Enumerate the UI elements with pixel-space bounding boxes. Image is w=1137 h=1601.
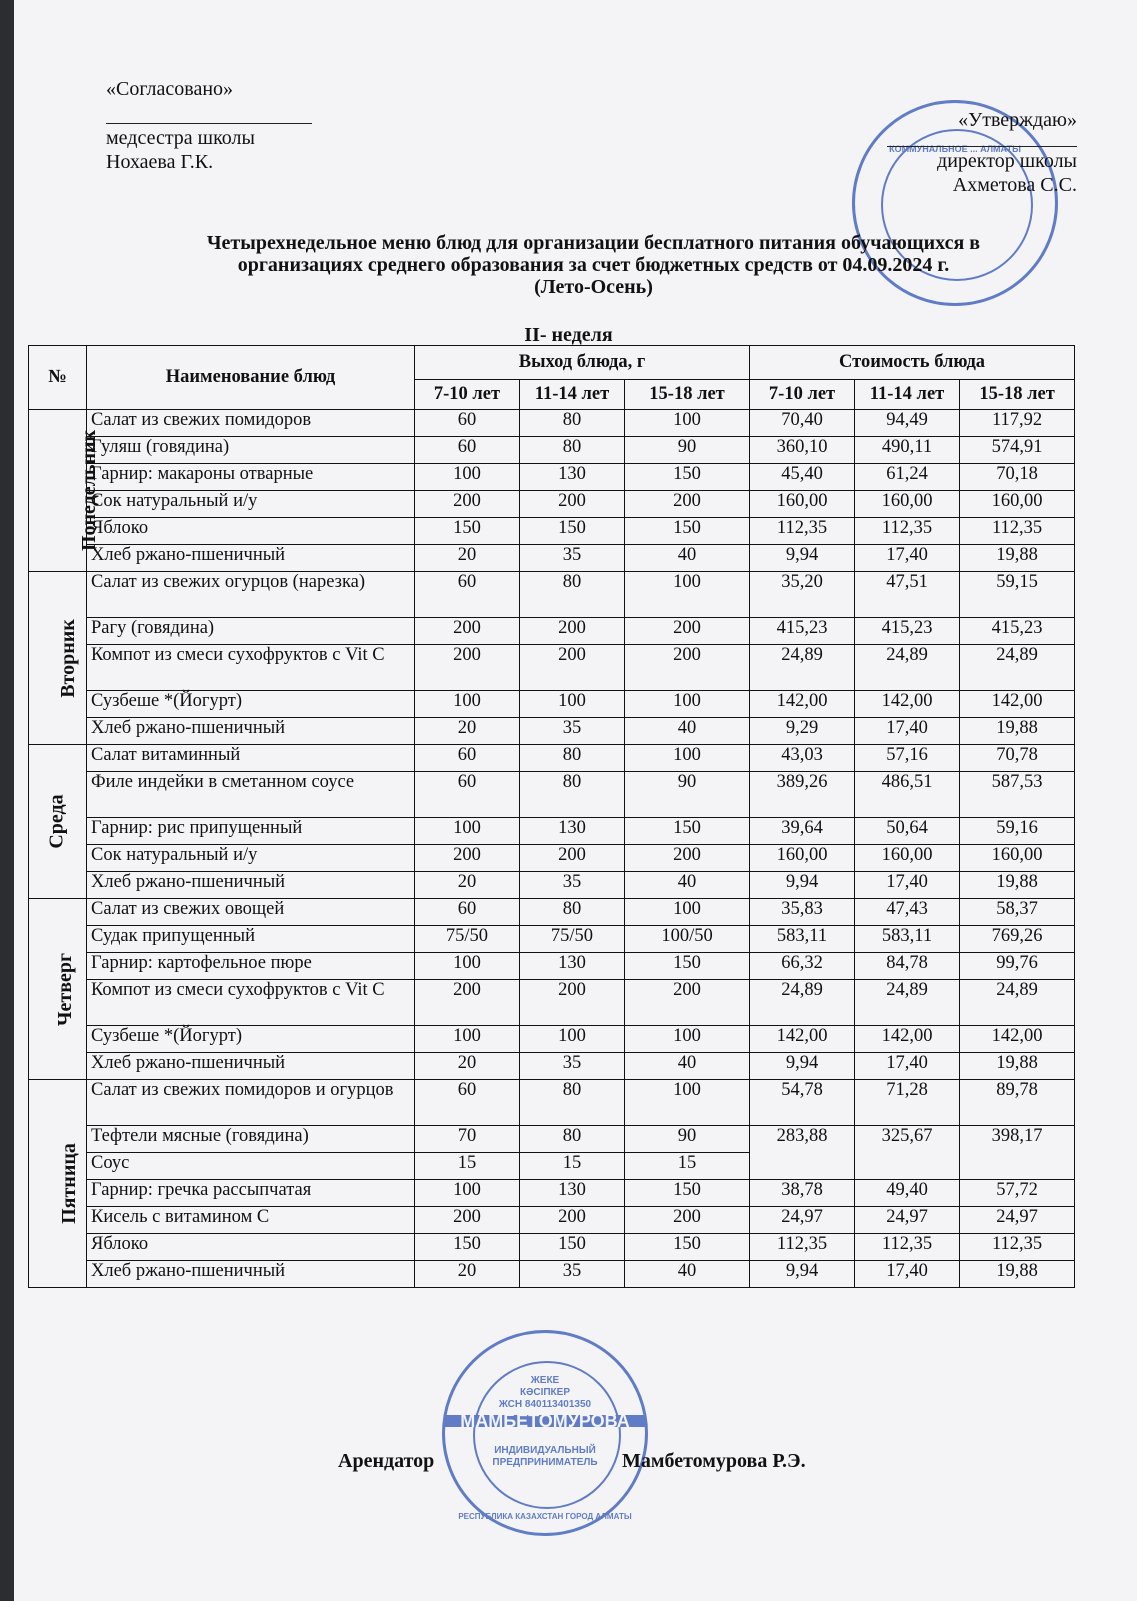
dish-name: Гарнир: макароны отварные — [87, 464, 415, 491]
dish-output: 150 — [415, 1234, 520, 1261]
dish-output: 100 — [520, 1026, 625, 1053]
dish-output: 200 — [625, 491, 750, 518]
tenant-name: Мамбетомурова Р.Э. — [622, 1450, 806, 1472]
dish-cost: 142,00 — [855, 691, 960, 718]
dish-name: Соус — [87, 1153, 415, 1180]
menu-row — [29, 545, 1075, 572]
dish-cost: 71,28 — [855, 1080, 960, 1126]
menu-row — [29, 818, 1075, 845]
tenant-label: Арендатор — [338, 1450, 435, 1472]
stamp-ring-text: РЕСПУБЛИКА КАЗАХСТАН ГОРОД АЛМАТЫ — [458, 1512, 632, 1521]
dish-cost: 574,91 — [960, 437, 1075, 464]
dish-output: 200 — [415, 1207, 520, 1234]
dish-output: 35 — [520, 1261, 625, 1288]
dish-output: 100 — [625, 1026, 750, 1053]
dish-cost: 17,40 — [855, 718, 960, 745]
dish-output: 100 — [415, 1180, 520, 1207]
dish-output: 130 — [520, 818, 625, 845]
header-age: 11-14 лет — [855, 380, 960, 410]
dish-cost: 9,94 — [750, 545, 855, 572]
dish-output: 80 — [520, 1126, 625, 1153]
stamp-entrepreneur-text: ЖЕКЕ КӘСІПКЕР ЖСН 840113401350 — [498, 1375, 592, 1410]
dish-output: 200 — [415, 845, 520, 872]
dish-cost: 24,97 — [750, 1207, 855, 1234]
dish-cost: 398,17 — [960, 1126, 1075, 1180]
dish-cost: 112,35 — [750, 518, 855, 545]
dish-output: 40 — [625, 1053, 750, 1080]
dish-cost: 112,35 — [960, 518, 1075, 545]
dish-output: 80 — [520, 572, 625, 618]
dish-name: Тефтели мясные (говядина) — [87, 1126, 415, 1153]
dish-output: 40 — [625, 1261, 750, 1288]
dish-output: 130 — [520, 1180, 625, 1207]
dish-cost: 99,76 — [960, 953, 1075, 980]
dish-cost: 283,88 — [750, 1126, 855, 1180]
menu-row — [29, 926, 1075, 953]
dish-cost: 89,78 — [960, 1080, 1075, 1126]
dish-name: Гуляш (говядина) — [87, 437, 415, 464]
title-line-2: организациях среднего образования за счет бюджетных средств от 04.09.2024 г. — [237, 254, 950, 276]
menu-row — [29, 618, 1075, 645]
dish-output: 20 — [415, 872, 520, 899]
dish-cost: 38,78 — [750, 1180, 855, 1207]
dish-cost: 583,11 — [750, 926, 855, 953]
dish-cost: 112,35 — [855, 1234, 960, 1261]
dish-cost: 24,89 — [750, 980, 855, 1026]
dish-output: 100 — [415, 818, 520, 845]
dish-cost: 54,78 — [750, 1080, 855, 1126]
dish-cost: 24,97 — [960, 1207, 1075, 1234]
dish-name: Гарнир: гречка рассыпчатая — [87, 1180, 415, 1207]
dish-cost: 49,40 — [855, 1180, 960, 1207]
menu-body — [29, 410, 1075, 1288]
dish-name: Компот из смеси сухофруктов с Vit C — [87, 645, 415, 691]
dish-output: 200 — [520, 1207, 625, 1234]
dish-name: Яблоко — [87, 1234, 415, 1261]
dish-cost: 490,11 — [855, 437, 960, 464]
dish-cost: 24,89 — [960, 645, 1075, 691]
header-dish-name: Наименование блюд — [87, 346, 415, 410]
dish-output: 150 — [520, 518, 625, 545]
menu-row — [29, 437, 1075, 464]
dish-cost: 19,88 — [960, 1053, 1075, 1080]
dish-output: 200 — [415, 645, 520, 691]
dish-cost: 19,88 — [960, 872, 1075, 899]
dish-output: 100 — [415, 464, 520, 491]
dish-name: Гарнир: рис припущенный — [87, 818, 415, 845]
dish-output: 60 — [415, 437, 520, 464]
dish-output: 150 — [520, 1234, 625, 1261]
dish-cost: 112,35 — [750, 1234, 855, 1261]
dish-output: 80 — [520, 772, 625, 818]
dish-output: 60 — [415, 572, 520, 618]
dish-name: Хлеб ржано-пшеничный — [87, 1261, 415, 1288]
signature-line — [887, 132, 1077, 147]
dish-cost: 70,78 — [960, 745, 1075, 772]
approve-block — [887, 108, 1077, 197]
dish-output: 200 — [625, 618, 750, 645]
dish-cost: 160,00 — [855, 491, 960, 518]
stamp-name: МАМБЕТОМУРОВА — [445, 1415, 645, 1427]
menu-row — [29, 899, 1075, 926]
dish-cost: 112,35 — [855, 518, 960, 545]
dish-cost: 160,00 — [750, 845, 855, 872]
approve-label: «Утверждаю» — [958, 109, 1077, 131]
dish-output: 40 — [625, 545, 750, 572]
dish-output: 100 — [625, 745, 750, 772]
dish-cost: 59,16 — [960, 818, 1075, 845]
dish-cost: 50,64 — [855, 818, 960, 845]
menu-row — [29, 1261, 1075, 1288]
dish-name: Хлеб ржано-пшеничный — [87, 545, 415, 572]
dish-output: 200 — [520, 845, 625, 872]
director-name: Ахметова С.С. — [952, 174, 1077, 196]
dish-cost: 142,00 — [750, 1026, 855, 1053]
dish-cost: 94,49 — [855, 410, 960, 437]
dish-name: Кисель с витамином С — [87, 1207, 415, 1234]
menu-table — [28, 345, 1075, 1288]
day-label: Пятница — [29, 1080, 87, 1288]
dish-name: Сузбеше *(Йогурт) — [87, 1026, 415, 1053]
agreed-label: «Согласовано» — [106, 78, 234, 100]
dish-cost: 142,00 — [960, 1026, 1075, 1053]
dish-cost: 9,94 — [750, 1053, 855, 1080]
menu-row — [29, 745, 1075, 772]
dish-output: 90 — [625, 1126, 750, 1153]
menu-row — [29, 572, 1075, 618]
dish-cost: 70,18 — [960, 464, 1075, 491]
header-number: № — [29, 346, 87, 410]
dish-output: 100/50 — [625, 926, 750, 953]
dish-cost: 325,67 — [855, 1126, 960, 1180]
dish-name: Салат из свежих помидоров — [87, 410, 415, 437]
dish-cost: 35,83 — [750, 899, 855, 926]
dish-output: 40 — [625, 718, 750, 745]
header-cost: Стоимость блюда — [750, 346, 1075, 380]
menu-row — [29, 953, 1075, 980]
dish-name: Салат из свежих овощей — [87, 899, 415, 926]
dish-output: 60 — [415, 1080, 520, 1126]
dish-cost: 415,23 — [750, 618, 855, 645]
dish-name: Компот из смеси сухофруктов с Vit C — [87, 980, 415, 1026]
dish-output: 200 — [520, 645, 625, 691]
dish-cost: 9,94 — [750, 872, 855, 899]
dish-output: 60 — [415, 410, 520, 437]
dish-output: 35 — [520, 872, 625, 899]
dish-cost: 160,00 — [960, 845, 1075, 872]
dish-cost: 70,40 — [750, 410, 855, 437]
dish-output: 80 — [520, 745, 625, 772]
dish-output: 200 — [625, 645, 750, 691]
header-age: 11-14 лет — [520, 380, 625, 410]
dish-output: 200 — [415, 491, 520, 518]
dish-output: 130 — [520, 953, 625, 980]
dish-output: 100 — [415, 1026, 520, 1053]
dish-cost: 47,51 — [855, 572, 960, 618]
menu-row — [29, 1080, 1075, 1126]
dish-output: 20 — [415, 545, 520, 572]
dish-output: 150 — [625, 1180, 750, 1207]
dish-cost: 160,00 — [750, 491, 855, 518]
dish-cost: 24,89 — [960, 980, 1075, 1026]
document-title — [110, 232, 1077, 298]
dish-output: 100 — [625, 691, 750, 718]
dish-output: 200 — [415, 980, 520, 1026]
dish-cost: 160,00 — [855, 845, 960, 872]
menu-row — [29, 845, 1075, 872]
director-title: директор школы — [937, 150, 1077, 172]
menu-row — [29, 1180, 1075, 1207]
dish-name: Хлеб ржано-пшеничный — [87, 872, 415, 899]
dish-output: 150 — [625, 464, 750, 491]
dish-cost: 17,40 — [855, 1053, 960, 1080]
dish-output: 75/50 — [415, 926, 520, 953]
dish-name: Хлеб ржано-пшеничный — [87, 1053, 415, 1080]
dish-output: 200 — [625, 980, 750, 1026]
day-label: Вторник — [29, 572, 87, 745]
dish-cost: 360,10 — [750, 437, 855, 464]
dish-output: 15 — [625, 1153, 750, 1180]
menu-row — [29, 718, 1075, 745]
dish-output: 100 — [415, 691, 520, 718]
header-age: 7-10 лет — [415, 380, 520, 410]
dish-output: 90 — [625, 437, 750, 464]
dish-output: 150 — [625, 953, 750, 980]
dish-output: 130 — [520, 464, 625, 491]
dish-cost: 389,26 — [750, 772, 855, 818]
dish-output: 15 — [520, 1153, 625, 1180]
dish-output: 35 — [520, 1053, 625, 1080]
day-label: Среда — [29, 745, 87, 899]
dish-cost: 160,00 — [960, 491, 1075, 518]
header-age: 15-18 лет — [960, 380, 1075, 410]
dish-cost: 142,00 — [855, 1026, 960, 1053]
menu-row — [29, 1234, 1075, 1261]
dish-cost: 142,00 — [750, 691, 855, 718]
dish-name: Салат витаминный — [87, 745, 415, 772]
menu-row — [29, 518, 1075, 545]
menu-row — [29, 645, 1075, 691]
dish-cost: 587,53 — [960, 772, 1075, 818]
dish-output: 150 — [625, 1234, 750, 1261]
dish-cost: 415,23 — [855, 618, 960, 645]
dish-output: 60 — [415, 899, 520, 926]
dish-cost: 45,40 — [750, 464, 855, 491]
dish-output: 100 — [520, 691, 625, 718]
dish-output: 15 — [415, 1153, 520, 1180]
dish-cost: 57,16 — [855, 745, 960, 772]
dish-output: 200 — [625, 1207, 750, 1234]
dish-cost: 9,29 — [750, 718, 855, 745]
dish-output: 150 — [415, 518, 520, 545]
dish-output: 35 — [520, 718, 625, 745]
dish-cost: 39,64 — [750, 818, 855, 845]
dish-cost: 9,94 — [750, 1261, 855, 1288]
menu-row — [29, 1026, 1075, 1053]
dish-cost: 19,88 — [960, 1261, 1075, 1288]
dish-name: Яблоко — [87, 518, 415, 545]
menu-row — [29, 691, 1075, 718]
dish-name: Сок натуральный и/у — [87, 491, 415, 518]
dish-cost: 142,00 — [960, 691, 1075, 718]
dish-name: Рагу (говядина) — [87, 618, 415, 645]
dish-output: 60 — [415, 745, 520, 772]
agreed-block — [106, 77, 312, 174]
nurse-name: Нохаева Г.К. — [106, 151, 214, 173]
dish-output: 70 — [415, 1126, 520, 1153]
dish-cost: 24,89 — [855, 645, 960, 691]
dish-cost: 17,40 — [855, 545, 960, 572]
menu-row — [29, 491, 1075, 518]
menu-row — [29, 1207, 1075, 1234]
entrepreneur-stamp — [442, 1330, 648, 1536]
dish-cost: 47,43 — [855, 899, 960, 926]
dish-name: Хлеб ржано-пшеничный — [87, 718, 415, 745]
menu-row — [29, 410, 1075, 437]
dish-output: 35 — [520, 545, 625, 572]
dish-output: 100 — [625, 899, 750, 926]
dish-cost: 35,20 — [750, 572, 855, 618]
dish-cost: 17,40 — [855, 1261, 960, 1288]
dish-cost: 24,89 — [855, 980, 960, 1026]
header-output: Выход блюда, г — [415, 346, 750, 380]
dish-output: 60 — [415, 772, 520, 818]
dish-output: 200 — [625, 845, 750, 872]
dish-cost: 583,11 — [855, 926, 960, 953]
dish-output: 100 — [415, 953, 520, 980]
dish-cost: 112,35 — [960, 1234, 1075, 1261]
day-label: Четверг — [29, 899, 87, 1080]
menu-row — [29, 1126, 1075, 1153]
dish-output: 20 — [415, 1261, 520, 1288]
dish-name: Салат из свежих огурцов (нарезка) — [87, 572, 415, 618]
dish-output: 150 — [625, 818, 750, 845]
day-label: Понедельник — [29, 410, 87, 572]
dish-cost: 19,88 — [960, 545, 1075, 572]
dish-name: Судак припущенный — [87, 926, 415, 953]
school-stamp-ring-text: КОММУНАЛЬНОЕ ... АЛМАТЫ — [889, 144, 1021, 154]
dish-output: 200 — [415, 618, 520, 645]
stamp-sub: ИНДИВИДУАЛЬНЫЙ ПРЕДПРИНИМАТЕЛЬ — [492, 1445, 598, 1468]
dish-cost: 57,72 — [960, 1180, 1075, 1207]
dish-cost: 24,97 — [855, 1207, 960, 1234]
header-age: 7-10 лет — [750, 380, 855, 410]
dish-cost: 24,89 — [750, 645, 855, 691]
dish-name: Салат из свежих помидоров и огурцов — [87, 1080, 415, 1126]
dish-cost: 19,88 — [960, 718, 1075, 745]
menu-row — [29, 872, 1075, 899]
dish-output: 80 — [520, 1080, 625, 1126]
dish-cost: 769,26 — [960, 926, 1075, 953]
dish-name: Сок натуральный и/у — [87, 845, 415, 872]
menu-row — [29, 980, 1075, 1026]
dish-output: 75/50 — [520, 926, 625, 953]
dish-output: 80 — [520, 437, 625, 464]
week-label: II- неделя — [524, 324, 613, 346]
dish-cost: 59,15 — [960, 572, 1075, 618]
dish-output: 100 — [625, 572, 750, 618]
dish-output: 20 — [415, 718, 520, 745]
dish-output: 100 — [625, 410, 750, 437]
dish-name: Гарнир: картофельное пюре — [87, 953, 415, 980]
season-label: (Лето-Осень) — [534, 276, 653, 298]
nurse-title: медсестра школы — [106, 127, 255, 149]
dish-output: 200 — [520, 618, 625, 645]
header-age: 15-18 лет — [625, 380, 750, 410]
dish-cost: 61,24 — [855, 464, 960, 491]
dish-output: 80 — [520, 410, 625, 437]
dish-cost: 84,78 — [855, 953, 960, 980]
signature-line — [106, 101, 312, 124]
dish-output: 100 — [625, 1080, 750, 1126]
dish-output: 40 — [625, 872, 750, 899]
dish-output: 200 — [520, 980, 625, 1026]
dish-output: 20 — [415, 1053, 520, 1080]
dish-output: 90 — [625, 772, 750, 818]
menu-row — [29, 772, 1075, 818]
dish-name: Сузбеше *(Йогурт) — [87, 691, 415, 718]
menu-row — [29, 1053, 1075, 1080]
menu-row — [29, 464, 1075, 491]
dish-name: Филе индейки в сметанном соусе — [87, 772, 415, 818]
dish-cost: 486,51 — [855, 772, 960, 818]
dish-cost: 66,32 — [750, 953, 855, 980]
dish-output: 80 — [520, 899, 625, 926]
dish-cost: 117,92 — [960, 410, 1075, 437]
dish-cost: 58,37 — [960, 899, 1075, 926]
title-line-1: Четырехнедельное меню блюд для организации бесплатного питания обучающихся в — [206, 232, 981, 254]
dish-cost: 43,03 — [750, 745, 855, 772]
dish-cost: 415,23 — [960, 618, 1075, 645]
dish-output: 150 — [625, 518, 750, 545]
dish-output: 200 — [520, 491, 625, 518]
dish-cost: 17,40 — [855, 872, 960, 899]
